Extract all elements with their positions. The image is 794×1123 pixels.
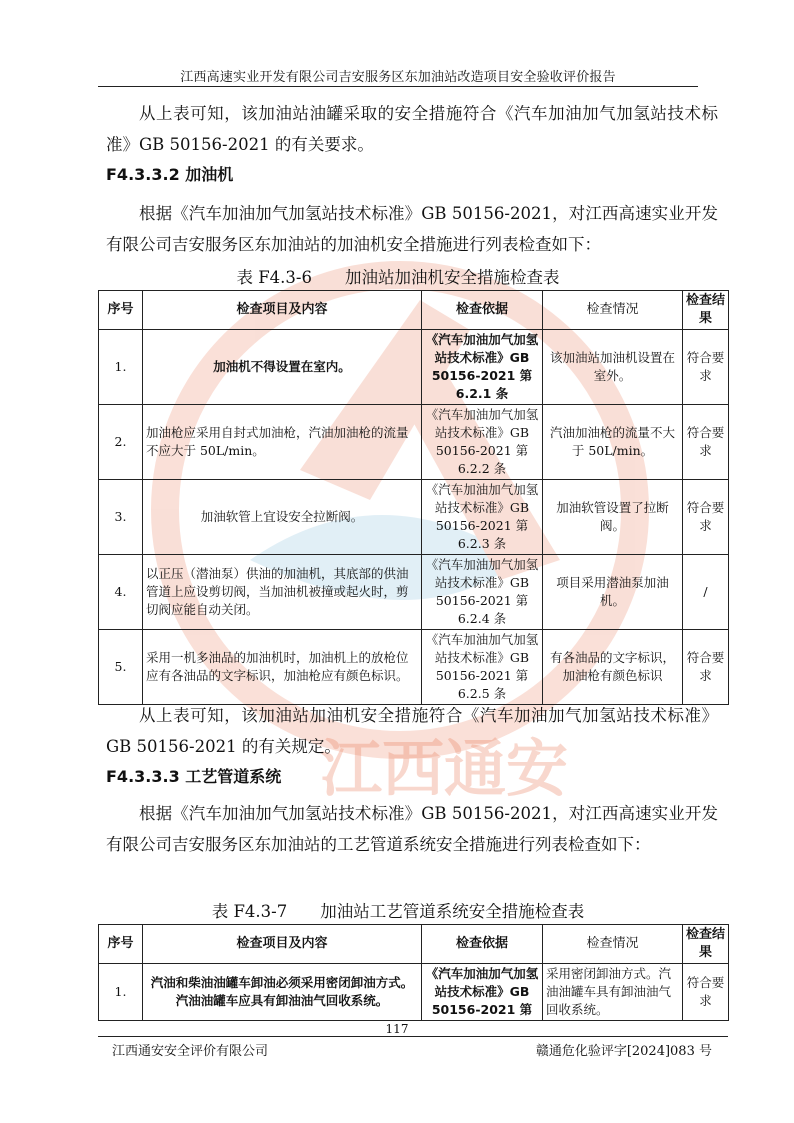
cell-result: 符合要求 bbox=[683, 964, 729, 1021]
header-status: 检查情况 bbox=[543, 291, 683, 330]
table-row bbox=[99, 630, 729, 705]
cell-status: 该加油站加油机设置在室外。 bbox=[543, 330, 683, 405]
cell-status: 项目采用潜油泵加油机。 bbox=[543, 555, 683, 630]
cell-basis: 《汽车加油加气加氢站技术标准》GB 50156-2021 第 6.2.2 条 bbox=[422, 405, 543, 480]
paragraph-conclusion-dispenser: 从上表可知，该加油站加油机安全措施符合《汽车加油加气加氢站技术标准》GB 50156-2021 的有关规定。 bbox=[106, 706, 718, 756]
header-basis: 检查依据 bbox=[422, 925, 543, 964]
header-result: 检查结果 bbox=[683, 291, 729, 330]
cell-item: 采用一机多油品的加油机时，加油机上的放枪位应有各油品的文字标识，加油枪应有颜色标识。 bbox=[143, 630, 422, 705]
cell-status: 汽油加油枪的流量不大于 50L/min。 bbox=[543, 405, 683, 480]
cell-result: / bbox=[683, 555, 729, 630]
piping-check-table bbox=[98, 924, 729, 1021]
page-number: 117 bbox=[385, 1022, 409, 1036]
table-row bbox=[99, 405, 729, 480]
cell-no: 4. bbox=[99, 555, 143, 630]
cell-status: 采用密闭卸油方式。汽油油罐车具有卸油油气回收系统。 bbox=[543, 964, 683, 1021]
table-row bbox=[99, 330, 729, 405]
cell-item: 以正压（潜油泵）供油的加油机，其底部的供油管道上应设剪切阀，当加油机被撞或起火时，剪切阀应能自动关闭。 bbox=[143, 555, 422, 630]
cell-no: 1. bbox=[99, 330, 143, 405]
cell-basis: 《汽车加油加气加氢站技术标准》GB 50156-2021 第 6.2.1 条 bbox=[422, 330, 543, 405]
header-basis: 检查依据 bbox=[422, 291, 543, 330]
cell-status: 加油软管设置了拉断阀。 bbox=[543, 480, 683, 555]
header-item: 检查项目及内容 bbox=[143, 291, 422, 330]
cell-basis: 《汽车加油加气加氢站技术标准》GB 50156-2021 第 bbox=[422, 964, 543, 1021]
cell-no: 1. bbox=[99, 964, 143, 1021]
header-no: 序号 bbox=[99, 291, 143, 330]
section-heading-piping: F4.3.3.3 工艺管道系统 bbox=[106, 767, 282, 786]
table-header-row bbox=[99, 291, 729, 330]
cell-item: 汽油和柴油油罐车卸油必须采用密闭卸油方式。汽油油罐车应具有卸油油气回收系统。 bbox=[143, 964, 422, 1021]
footer-company: 江西通安安全评价有限公司 bbox=[112, 1044, 269, 1059]
paragraph-intro-dispenser: 根据《汽车加油加气加氢站技术标准》GB 50156-2021，对江西高速实业开发有限公司吉安服务区东加油站的加油机安全措施进行列表检查如下： bbox=[106, 204, 718, 254]
table-header-row bbox=[99, 925, 729, 964]
cell-result: 符合要求 bbox=[683, 480, 729, 555]
cell-basis: 《汽车加油加气加氢站技术标准》GB 50156-2021 第 6.2.5 条 bbox=[422, 630, 543, 705]
cell-item: 加油软管上宜设安全拉断阀。 bbox=[143, 480, 422, 555]
footer-doc-number: 赣通危化验评字[2024]083 号 bbox=[535, 1044, 712, 1059]
header-item: 检查项目及内容 bbox=[143, 925, 422, 964]
dispenser-check-table bbox=[98, 290, 729, 705]
cell-item: 加油机不得设置在室内。 bbox=[143, 330, 422, 405]
paragraph-conclusion-tanks: 从上表可知，该加油站油罐采取的安全措施符合《汽车加油加气加氢站技术标准》GB 50156-2021 的有关要求。 bbox=[106, 104, 718, 154]
table-row bbox=[99, 480, 729, 555]
cell-no: 3. bbox=[99, 480, 143, 555]
header-status: 检查情况 bbox=[543, 925, 683, 964]
cell-result: 符合要求 bbox=[683, 330, 729, 405]
svg-text:江西通安: 江西通安 bbox=[320, 732, 569, 805]
cell-result: 符合要求 bbox=[683, 630, 729, 705]
footer-divider bbox=[98, 1036, 728, 1037]
cell-item: 加油枪应采用自封式加油枪，汽油加油枪的流量不应大于 50L/min。 bbox=[143, 405, 422, 480]
table-caption-piping: 表 F4.3-7 加油站工艺管道系统安全措施检查表 bbox=[211, 902, 585, 921]
table-caption-dispenser: 表 F4.3-6 加油站加油机安全措施检查表 bbox=[236, 268, 560, 287]
table-row bbox=[99, 964, 729, 1021]
section-heading-dispenser: F4.3.3.2 加油机 bbox=[106, 165, 234, 184]
cell-result: 符合要求 bbox=[683, 405, 729, 480]
paragraph-intro-piping: 根据《汽车加油加气加氢站技术标准》GB 50156-2021，对江西高速实业开发有限公司吉安服务区东加油站的工艺管道系统安全措施进行列表检查如下： bbox=[106, 804, 718, 854]
cell-no: 2. bbox=[99, 405, 143, 480]
cell-basis: 《汽车加油加气加氢站技术标准》GB 50156-2021 第 6.2.4 条 bbox=[422, 555, 543, 630]
header-divider bbox=[98, 86, 698, 87]
page-header: 江西高速实业开发有限公司吉安服务区东加油站改造项目安全验收评价报告 bbox=[180, 70, 616, 85]
cell-status: 有各油品的文字标识，加油枪有颜色标识 bbox=[543, 630, 683, 705]
table-row bbox=[99, 555, 729, 630]
header-result: 检查结果 bbox=[683, 925, 729, 964]
cell-basis: 《汽车加油加气加氢站技术标准》GB 50156-2021 第 6.2.3 条 bbox=[422, 480, 543, 555]
header-no: 序号 bbox=[99, 925, 143, 964]
cell-no: 5. bbox=[99, 630, 143, 705]
